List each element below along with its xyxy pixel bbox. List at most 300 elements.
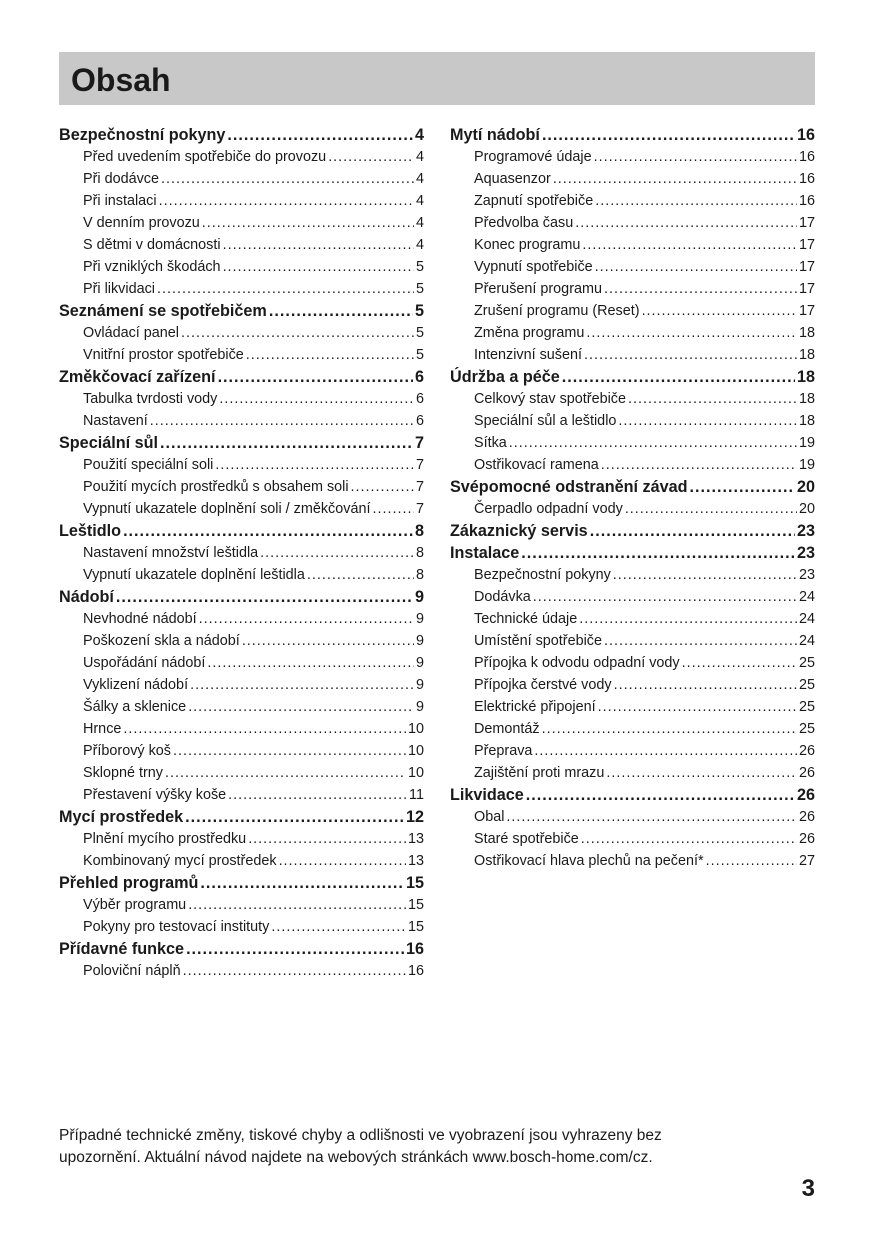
title-band: [59, 52, 815, 105]
toc-leader-dots: [614, 674, 797, 696]
toc-leader-dots: [157, 278, 414, 300]
toc-subsection-entry: [59, 344, 424, 366]
toc-leader-dots: [116, 586, 413, 608]
toc-entry-page: 9: [415, 699, 424, 715]
toc-subsection-entry: [450, 278, 815, 300]
toc-entry-title: Nastavení: [83, 413, 148, 429]
toc-leader-dots: [534, 740, 797, 762]
toc-leader-dots: [228, 784, 407, 806]
toc-entry-title: V denním provozu: [83, 215, 200, 231]
toc-subsection-entry: [59, 718, 424, 740]
toc-column-right: [450, 124, 815, 872]
toc-leader-dots: [562, 366, 795, 388]
toc-subsection-entry: [450, 718, 815, 740]
toc-section-entry: [59, 432, 424, 454]
toc-entry-page: 23: [796, 544, 815, 562]
toc-entry-title: Poškození skla a nádobí: [83, 633, 240, 649]
toc-leader-dots: [159, 190, 414, 212]
toc-entry-title: Zajištění proti mrazu: [474, 765, 605, 781]
toc-leader-dots: [542, 124, 795, 146]
toc-subsection-entry: [450, 674, 815, 696]
toc-entry-page: 20: [796, 478, 815, 496]
toc-subsection-entry: [59, 564, 424, 586]
toc-entry-page: 9: [414, 588, 424, 606]
toc-leader-dots: [682, 652, 797, 674]
toc-leader-dots: [604, 278, 797, 300]
toc-leader-dots: [533, 586, 797, 608]
toc-leader-dots: [542, 718, 797, 740]
toc-entry-title: Změkčovací zařízení: [59, 368, 216, 386]
toc-entry-page: 9: [415, 633, 424, 649]
toc-entry-page: 27: [798, 853, 815, 869]
toc-entry-title: Příborový koš: [83, 743, 171, 759]
toc-entry-page: 4: [415, 193, 424, 209]
toc-leader-dots: [579, 608, 797, 630]
toc-entry-page: 19: [798, 457, 815, 473]
toc-entry-page: 24: [798, 611, 815, 627]
toc-subsection-entry: [450, 344, 815, 366]
toc-subsection-entry: [59, 234, 424, 256]
toc-section-entry: [450, 476, 815, 498]
toc-entry-page: 9: [415, 677, 424, 693]
toc-subsection-entry: [450, 630, 815, 652]
toc-section-entry: [59, 872, 424, 894]
toc-subsection-entry: [59, 388, 424, 410]
toc-leader-dots: [202, 212, 414, 234]
toc-entry-page: 8: [415, 545, 424, 561]
toc-subsection-entry: [450, 322, 815, 344]
toc-entry-page: 16: [796, 126, 815, 144]
toc-entry-page: 18: [798, 413, 815, 429]
toc-entry-title: Při dodávce: [83, 171, 159, 187]
toc-section-entry: [59, 124, 424, 146]
toc-entry-title: Použití mycích prostředků s obsahem soli: [83, 479, 349, 495]
toc-leader-dots: [218, 366, 413, 388]
toc-entry-page: 17: [798, 303, 815, 319]
toc-section-entry: [59, 300, 424, 322]
toc-leader-dots: [581, 828, 797, 850]
toc-subsection-entry: [59, 168, 424, 190]
toc-entry-page: 16: [407, 963, 424, 979]
toc-subsection-entry: [450, 498, 815, 520]
toc-leader-dots: [690, 476, 795, 498]
toc-entry-title: Vypnutí ukazatele doplnění leštidla: [83, 567, 305, 583]
toc-subsection-entry: [59, 696, 424, 718]
toc-leader-dots: [328, 146, 414, 168]
page-title: Obsah: [71, 62, 171, 98]
toc-entry-title: Před uvedením spotřebiče do provozu: [83, 149, 327, 165]
toc-entry-title: Přípojka k odvodu odpadní vody: [474, 655, 680, 671]
toc-leader-dots: [606, 762, 797, 784]
toc-leader-dots: [200, 872, 404, 894]
toc-entry-title: Při vzniklých škodách: [83, 259, 221, 275]
toc-entry-title: Při likvidaci: [83, 281, 155, 297]
toc-entry-title: Nevhodné nádobí: [83, 611, 197, 627]
toc-leader-dots: [246, 344, 414, 366]
toc-subsection-entry: [450, 652, 815, 674]
toc-leader-dots: [188, 696, 414, 718]
toc-entry-title: Vypnutí spotřebiče: [474, 259, 593, 275]
toc-leader-dots: [307, 564, 414, 586]
toc-entry-title: Zrušení programu (Reset): [474, 303, 640, 319]
toc-leader-dots: [506, 806, 797, 828]
toc-subsection-entry: [59, 454, 424, 476]
toc-entry-page: 16: [798, 149, 815, 165]
toc-entry-title: Leštidlo: [59, 522, 122, 540]
toc-leader-dots: [521, 542, 795, 564]
toc-subsection-entry: [59, 916, 424, 938]
toc-subsection-entry: [59, 652, 424, 674]
toc-entry-title: Aquasenzor: [474, 171, 551, 187]
toc-subsection-entry: [450, 410, 815, 432]
toc-entry-page: 18: [796, 368, 815, 386]
toc-entry-title: Instalace: [450, 544, 520, 562]
toc-leader-dots: [188, 894, 406, 916]
toc-entry-page: 9: [415, 611, 424, 627]
toc-entry-page: 17: [798, 259, 815, 275]
toc-entry-page: 11: [409, 787, 424, 803]
toc-leader-dots: [248, 828, 406, 850]
toc-subsection-entry: [59, 762, 424, 784]
toc-entry-title: Speciální sůl a leštidlo: [474, 413, 617, 429]
toc-subsection-entry: [450, 740, 815, 762]
toc-leader-dots: [601, 454, 797, 476]
toc-leader-dots: [227, 124, 413, 146]
toc-entry-title: Demontáž: [474, 721, 540, 737]
toc-entry-title: Zapnutí spotřebiče: [474, 193, 594, 209]
toc-leader-dots: [642, 300, 797, 322]
toc-leader-dots: [186, 938, 404, 960]
toc-subsection-entry: [450, 388, 815, 410]
toc-leader-dots: [526, 784, 795, 806]
toc-subsection-entry: [450, 586, 815, 608]
toc-entry-title: Uspořádání nádobí: [83, 655, 206, 671]
toc-subsection-entry: [450, 168, 815, 190]
toc-entry-title: Likvidace: [450, 786, 524, 804]
toc-entry-title: Umístění spotřebiče: [474, 633, 602, 649]
toc-entry-page: 6: [415, 391, 424, 407]
toc-entry-page: 23: [796, 522, 815, 540]
footer-note-line-2: upozornění. Aktuální návod najdete na webových stránkách www.bosch-home.com/cz.: [59, 1149, 653, 1166]
toc-leader-dots: [150, 410, 414, 432]
toc-entry-title: Kombinovaný mycí prostředek: [83, 853, 277, 869]
toc-leader-dots: [260, 542, 414, 564]
toc-leader-dots: [181, 322, 414, 344]
toc-entry-title: Ostřikovací hlava plechů na pečení*: [474, 853, 704, 869]
toc-section-entry: [59, 938, 424, 960]
toc-entry-page: 17: [798, 215, 815, 231]
toc-subsection-entry: [450, 454, 815, 476]
toc-section-entry: [59, 366, 424, 388]
toc-section-entry: [59, 806, 424, 828]
toc-entry-page: 6: [415, 413, 424, 429]
toc-entry-title: Přerušení programu: [474, 281, 602, 297]
toc-subsection-entry: [450, 608, 815, 630]
toc-leader-dots: [207, 652, 414, 674]
toc-section-entry: [450, 784, 815, 806]
toc-entry-page: 10: [407, 721, 424, 737]
toc-entry-title: Technické údaje: [474, 611, 578, 627]
toc-entry-title: Přípojka čerstvé vody: [474, 677, 612, 693]
toc-entry-title: S dětmi v domácnosti: [83, 237, 221, 253]
toc-subsection-entry: [450, 850, 815, 872]
toc-entry-title: Přestavení výšky koše: [83, 787, 227, 803]
toc-entry-title: Zákaznický servis: [450, 522, 588, 540]
toc-entry-page: 7: [415, 457, 424, 473]
toc-subsection-entry: [59, 498, 424, 520]
toc-leader-dots: [183, 960, 406, 982]
toc-entry-title: Obal: [474, 809, 505, 825]
toc-section-entry: [450, 520, 815, 542]
toc-entry-title: Seznámení se spotřebičem: [59, 302, 267, 320]
toc-leader-dots: [173, 740, 406, 762]
toc-entry-page: 5: [415, 281, 424, 297]
page-number: 3: [801, 1175, 815, 1202]
toc-entry-page: 9: [415, 655, 424, 671]
toc-leader-dots: [161, 168, 414, 190]
toc-entry-title: Bezpečnostní pokyny: [474, 567, 611, 583]
toc-subsection-entry: [59, 894, 424, 916]
toc-entry-page: 26: [798, 743, 815, 759]
toc-entry-page: 7: [415, 501, 424, 517]
toc-entry-title: Hrnce: [83, 721, 122, 737]
toc-leader-dots: [219, 388, 414, 410]
toc-entry-title: Poloviční náplň: [83, 963, 181, 979]
toc-entry-page: 16: [405, 940, 424, 958]
toc-subsection-entry: [59, 740, 424, 762]
toc-leader-dots: [595, 190, 797, 212]
toc-entry-page: 25: [798, 655, 815, 671]
toc-entry-title: Vyklizení nádobí: [83, 677, 189, 693]
toc-entry-title: Ovládací panel: [83, 325, 179, 341]
toc-subsection-entry: [450, 234, 815, 256]
toc-entry-page: 4: [415, 215, 424, 231]
toc-section-entry: [450, 124, 815, 146]
toc-subsection-entry: [450, 564, 815, 586]
toc-entry-page: 23: [798, 567, 815, 583]
toc-leader-dots: [509, 432, 797, 454]
toc-leader-dots: [242, 630, 414, 652]
toc-subsection-entry: [59, 212, 424, 234]
toc-entry-title: Přehled programů: [59, 874, 199, 892]
toc-entry-page: 4: [415, 149, 424, 165]
toc-subsection-entry: [59, 278, 424, 300]
toc-entry-page: 15: [407, 919, 424, 935]
toc-entry-page: 10: [407, 743, 424, 759]
toc-subsection-entry: [59, 410, 424, 432]
toc-leader-dots: [123, 718, 406, 740]
toc-section-entry: [59, 586, 424, 608]
toc-section-entry: [450, 542, 815, 564]
toc-entry-page: 6: [414, 368, 424, 386]
toc-entry-title: Vnitřní prostor spotřebiče: [83, 347, 244, 363]
toc-entry-page: 24: [798, 633, 815, 649]
toc-entry-title: Elektrické připojení: [474, 699, 596, 715]
toc-entry-title: Dodávka: [474, 589, 531, 605]
toc-leader-dots: [598, 696, 797, 718]
toc-entry-title: Sklopné trny: [83, 765, 163, 781]
toc-subsection-entry: [59, 674, 424, 696]
toc-entry-title: Nádobí: [59, 588, 114, 606]
toc-section-entry: [59, 520, 424, 542]
toc-entry-title: Celkový stav spotřebiče: [474, 391, 626, 407]
toc-leader-dots: [595, 256, 797, 278]
toc-section-entry: [450, 366, 815, 388]
toc-entry-page: 26: [798, 809, 815, 825]
toc-entry-page: 25: [798, 699, 815, 715]
toc-entry-title: Intenzivní sušení: [474, 347, 582, 363]
toc-entry-page: 26: [796, 786, 815, 804]
toc-entry-page: 18: [798, 347, 815, 363]
toc-entry-page: 4: [414, 126, 424, 144]
toc-entry-page: 7: [414, 434, 424, 452]
toc-entry-title: Předvolba času: [474, 215, 574, 231]
toc-leader-dots: [215, 454, 414, 476]
toc-entry-title: Změna programu: [474, 325, 585, 341]
toc-entry-title: Při instalaci: [83, 193, 157, 209]
toc-entry-title: Tabulka tvrdosti vody: [83, 391, 218, 407]
toc-entry-page: 15: [405, 874, 424, 892]
toc-entry-page: 25: [798, 721, 815, 737]
toc-entry-page: 8: [415, 567, 424, 583]
toc-entry-page: 25: [798, 677, 815, 693]
toc-leader-dots: [199, 608, 414, 630]
toc-subsection-entry: [59, 146, 424, 168]
toc-column-left: [59, 124, 424, 982]
toc-leader-dots: [269, 300, 413, 322]
toc-entry-page: 12: [405, 808, 424, 826]
toc-entry-page: 17: [798, 281, 815, 297]
toc-leader-dots: [590, 520, 795, 542]
footer-note: [59, 1125, 815, 1169]
toc-subsection-entry: [59, 190, 424, 212]
toc-subsection-entry: [450, 256, 815, 278]
toc-entry-title: Plnění mycího prostředku: [83, 831, 247, 847]
toc-leader-dots: [223, 256, 414, 278]
toc-leader-dots: [185, 806, 404, 828]
toc-entry-title: Konec programu: [474, 237, 581, 253]
toc-leader-dots: [279, 850, 406, 872]
toc-entry-page: 18: [798, 391, 815, 407]
toc-entry-page: 13: [407, 831, 424, 847]
toc-leader-dots: [190, 674, 414, 696]
toc-subsection-entry: [59, 256, 424, 278]
toc-entry-page: 16: [798, 193, 815, 209]
toc-subsection-entry: [59, 630, 424, 652]
toc-leader-dots: [594, 146, 797, 168]
toc-entry-title: Ostřikovací ramena: [474, 457, 599, 473]
toc-entry-title: Programové údaje: [474, 149, 592, 165]
toc-subsection-entry: [450, 300, 815, 322]
toc-leader-dots: [586, 322, 797, 344]
toc-entry-title: Použití speciální soli: [83, 457, 214, 473]
toc-entry-title: Vypnutí ukazatele doplnění soli / změkčování: [83, 501, 371, 517]
toc-entry-title: Údržba a péče: [450, 368, 560, 386]
toc-subsection-entry: [59, 784, 424, 806]
toc-entry-page: 16: [798, 171, 815, 187]
toc-subsection-entry: [450, 762, 815, 784]
toc-entry-page: 17: [798, 237, 815, 253]
toc-subsection-entry: [450, 190, 815, 212]
toc-entry-title: Přeprava: [474, 743, 533, 759]
toc-leader-dots: [123, 520, 413, 542]
toc-subsection-entry: [59, 828, 424, 850]
toc-entry-title: Sítka: [474, 435, 507, 451]
toc-entry-page: 24: [798, 589, 815, 605]
toc-leader-dots: [604, 630, 797, 652]
toc-leader-dots: [553, 168, 797, 190]
toc-entry-title: Speciální sůl: [59, 434, 158, 452]
toc-leader-dots: [706, 850, 797, 872]
toc-entry-page: 5: [415, 325, 424, 341]
toc-entry-title: Mytí nádobí: [450, 126, 540, 144]
toc-subsection-entry: [450, 696, 815, 718]
toc-entry-title: Mycí prostředek: [59, 808, 184, 826]
toc-subsection-entry: [59, 850, 424, 872]
toc-entry-page: 5: [414, 302, 424, 320]
toc-entry-page: 19: [798, 435, 815, 451]
toc-entry-page: 10: [407, 765, 424, 781]
toc-entry-page: 4: [415, 171, 424, 187]
toc-entry-page: 26: [798, 831, 815, 847]
toc-leader-dots: [628, 388, 797, 410]
toc-leader-dots: [223, 234, 414, 256]
toc-leader-dots: [575, 212, 797, 234]
toc-subsection-entry: [59, 960, 424, 982]
toc-entry-title: Výběr programu: [83, 897, 187, 913]
toc-entry-page: 26: [798, 765, 815, 781]
toc-entry-page: 13: [407, 853, 424, 869]
toc-entry-title: Šálky a sklenice: [83, 699, 187, 715]
toc-entry-page: 8: [414, 522, 424, 540]
toc-leader-dots: [584, 344, 797, 366]
toc-entry-title: Svépomocné odstranění závad: [450, 478, 688, 496]
toc-entry-title: Bezpečnostní pokyny: [59, 126, 226, 144]
toc-subsection-entry: [59, 476, 424, 498]
toc-subsection-entry: [59, 322, 424, 344]
toc-entry-title: Čerpadlo odpadní vody: [474, 501, 623, 517]
toc-leader-dots: [618, 410, 797, 432]
toc-entry-page: 18: [798, 325, 815, 341]
toc-subsection-entry: [59, 608, 424, 630]
toc-entry-page: 5: [415, 347, 424, 363]
toc-entry-page: 7: [415, 479, 424, 495]
toc-entry-page: 4: [415, 237, 424, 253]
toc-subsection-entry: [450, 212, 815, 234]
toc-entry-page: 15: [407, 897, 424, 913]
toc-entry-page: 20: [798, 501, 815, 517]
toc-entry-title: Pokyny pro testovací instituty: [83, 919, 270, 935]
toc-leader-dots: [625, 498, 797, 520]
toc-leader-dots: [165, 762, 406, 784]
toc-subsection-entry: [450, 432, 815, 454]
toc-entry-title: Nastavení množství leštidla: [83, 545, 259, 561]
toc-leader-dots: [372, 498, 414, 520]
toc-subsection-entry: [450, 806, 815, 828]
toc-subsection-entry: [450, 146, 815, 168]
toc-entry-page: 5: [415, 259, 424, 275]
toc-entry-title: Přídavné funkce: [59, 940, 185, 958]
toc-leader-dots: [271, 916, 406, 938]
toc-entry-title: Staré spotřebiče: [474, 831, 579, 847]
footer-note-line-1: Případné technické změny, tiskové chyby a odlišnosti ve vyobrazení jsou vyhrazeny bez: [59, 1127, 662, 1144]
toc-leader-dots: [160, 432, 413, 454]
toc-leader-dots: [351, 476, 414, 498]
toc-subsection-entry: [59, 542, 424, 564]
toc-subsection-entry: [450, 828, 815, 850]
toc-leader-dots: [582, 234, 797, 256]
toc-leader-dots: [613, 564, 797, 586]
